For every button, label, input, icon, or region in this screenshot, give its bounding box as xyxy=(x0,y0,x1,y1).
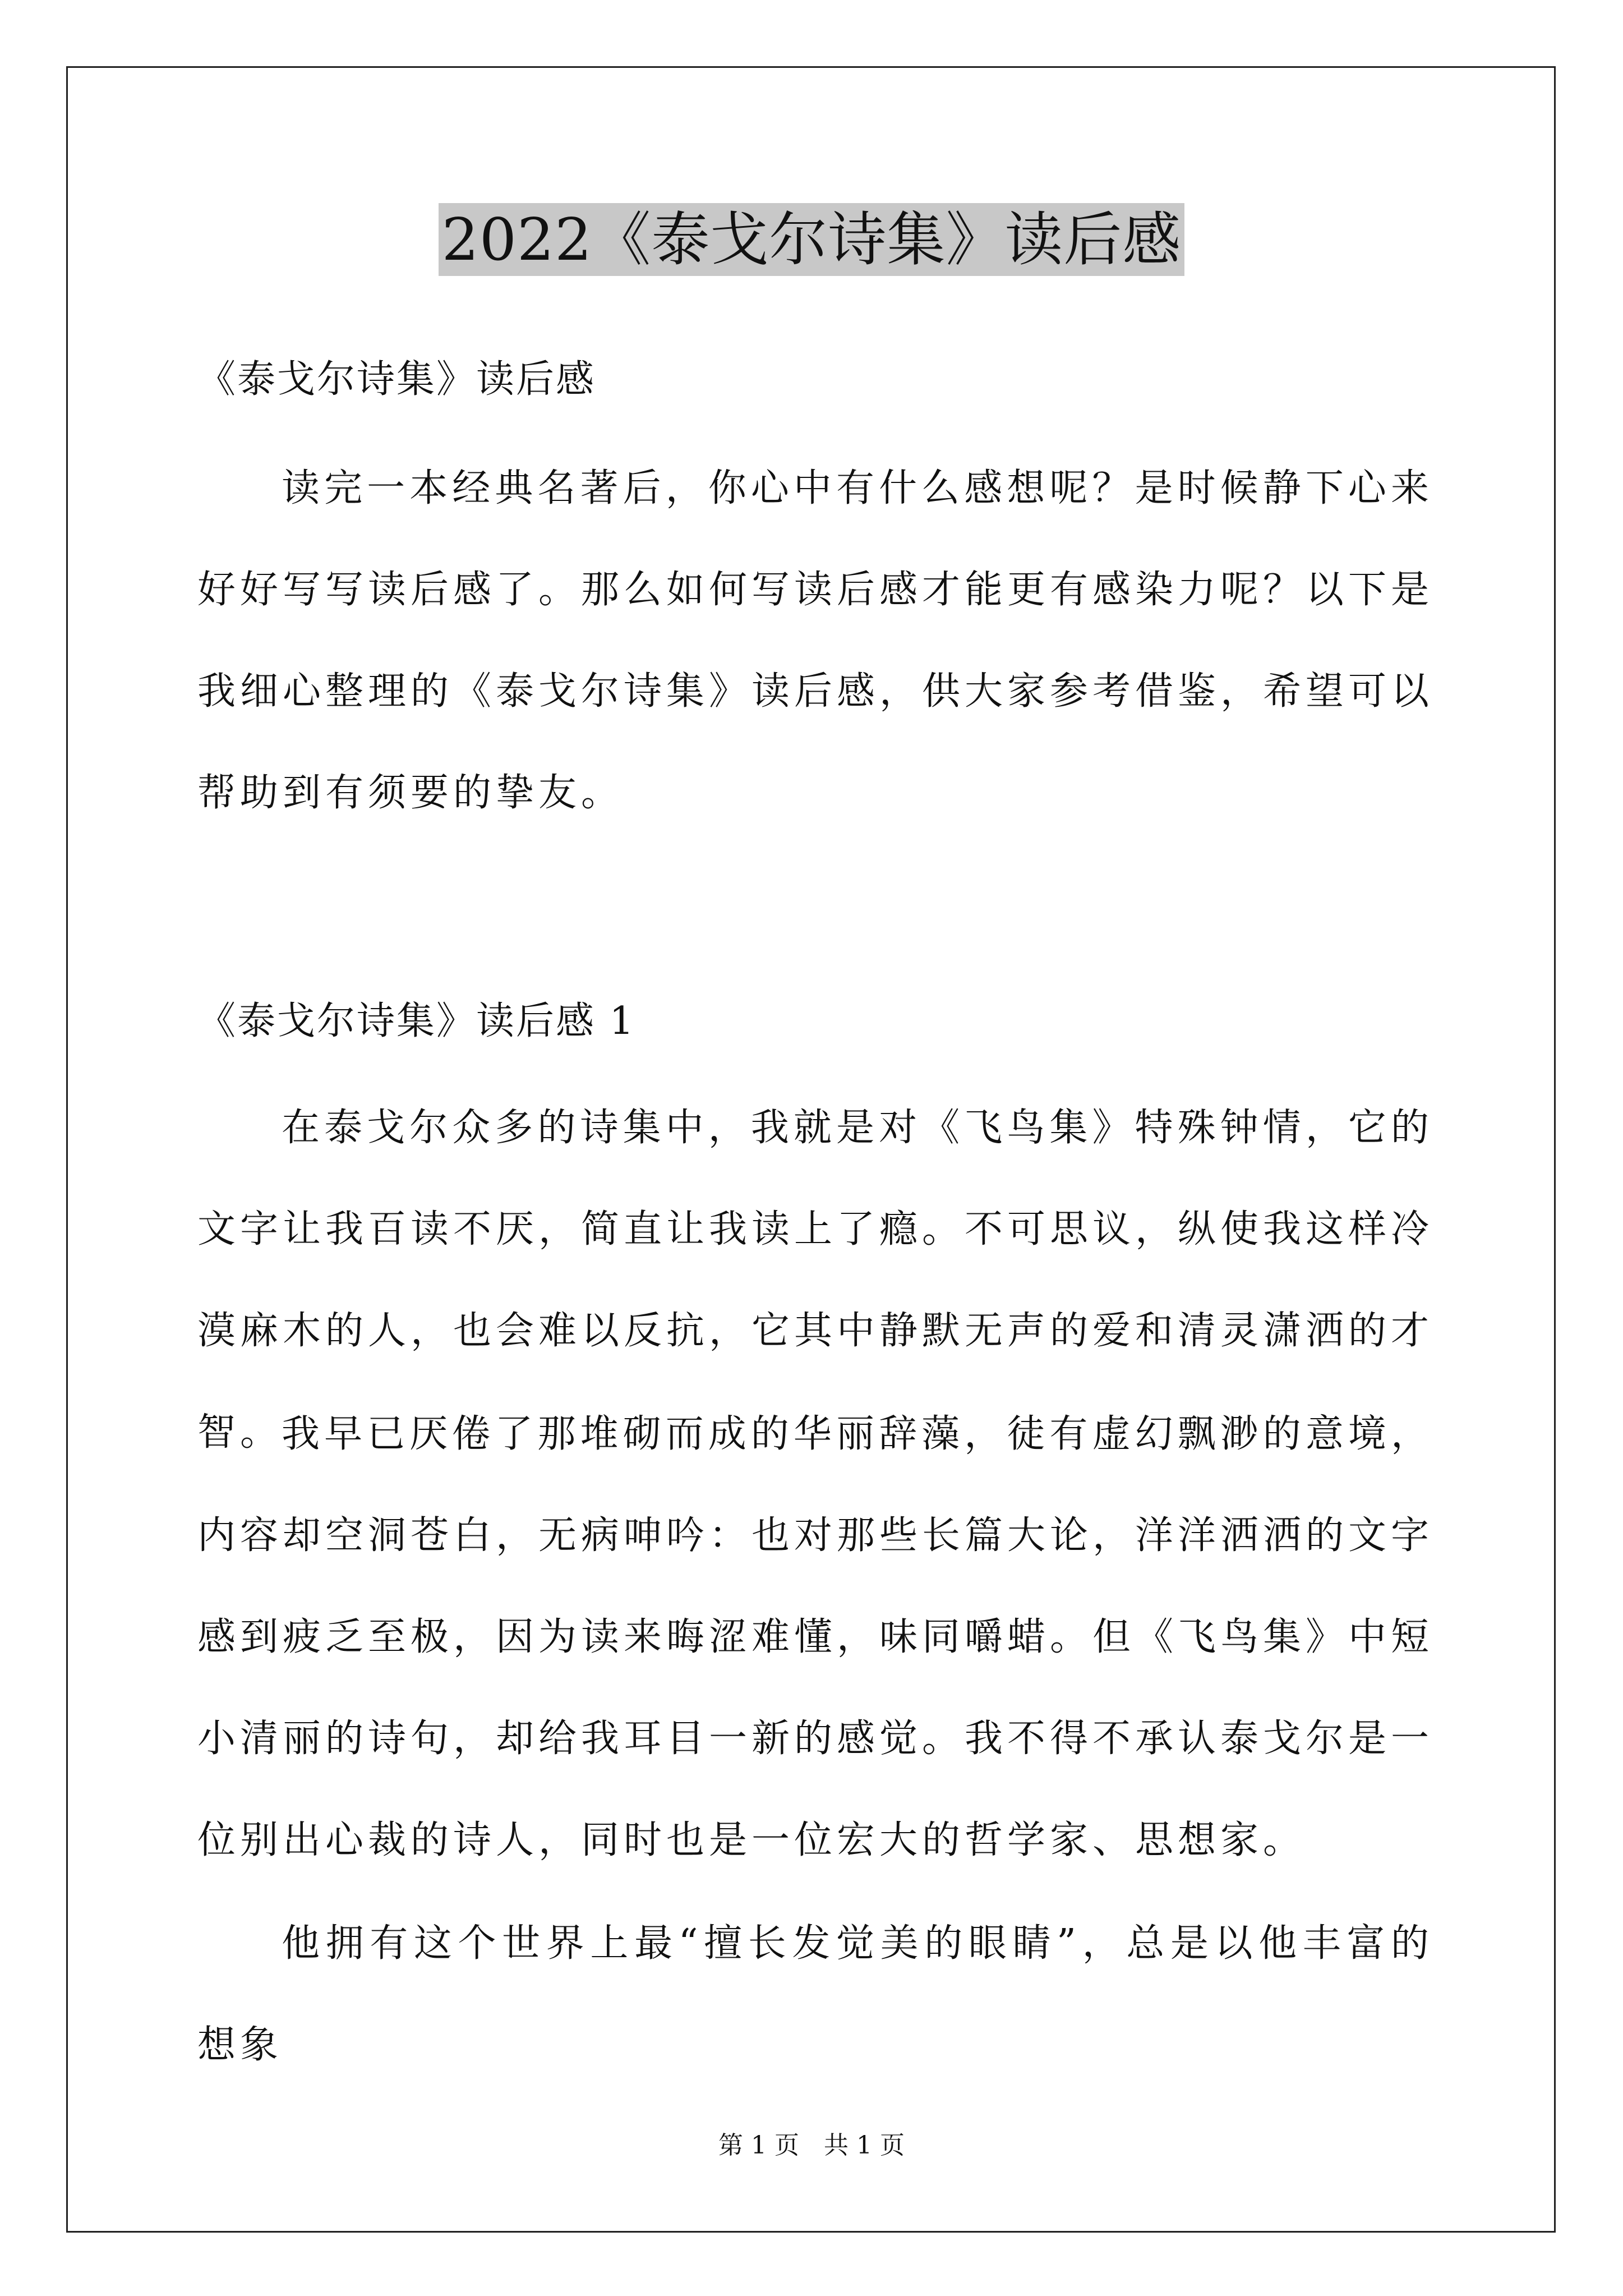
body-paragraph: 我早已厌倦了那堆砌而成的华丽辞藻，徒有虚幻飘渺的意境，内容却空洞苍白，无病呻吟：也对那些长篇大论，洋洋洒洒的文字感到疲乏至极，因为读来晦涩难懂，味同嚼蜡。但《飞鸟集》中短小清丽的诗句，却给我耳目一新的感觉。我不得不承认泰戈尔是一位别出心裁的诗人，同时也是一位宏大的哲学家、思想家。 xyxy=(197,1412,1434,1862)
page-footer xyxy=(0,2129,1623,2162)
page-number: 第 1 页 xyxy=(718,2131,799,2160)
title-container xyxy=(0,203,1623,276)
page-total: 共 1 页 xyxy=(824,2131,905,2160)
subtitle: 《泰戈尔诗集》读后感 xyxy=(197,357,596,402)
body-paragraph: 在泰戈尔众多的诗集中，我就是对《飞鸟集》特殊钟情，它的文字让我百读不厌，简直让我读上了瘾。不可思议，纵使我这样冷漠麻木的人，也会难以反抗，它其中静默无声的爱和清灵潇洒的才智。 xyxy=(197,1106,1434,1455)
section-heading: 《泰戈尔诗集》读后感 1 xyxy=(197,999,635,1043)
document-title: 2022《泰戈尔诗集》读后感 xyxy=(439,203,1185,276)
intro-paragraph: 读完一本经典名著后，你心中有什么感想呢？是时候静下心来好好写写读后感了。那么如何写读后感才能更有感染力呢？以下是我细心整理的《泰戈尔诗集》读后感，供大家参考借鉴，希望可以帮助到有须要的挚友。 xyxy=(197,466,1434,815)
body-paragraph: 他拥有这个世界上最“擅长发觉美的眼睛”，总是以他丰富的想象 xyxy=(197,1921,1433,2067)
